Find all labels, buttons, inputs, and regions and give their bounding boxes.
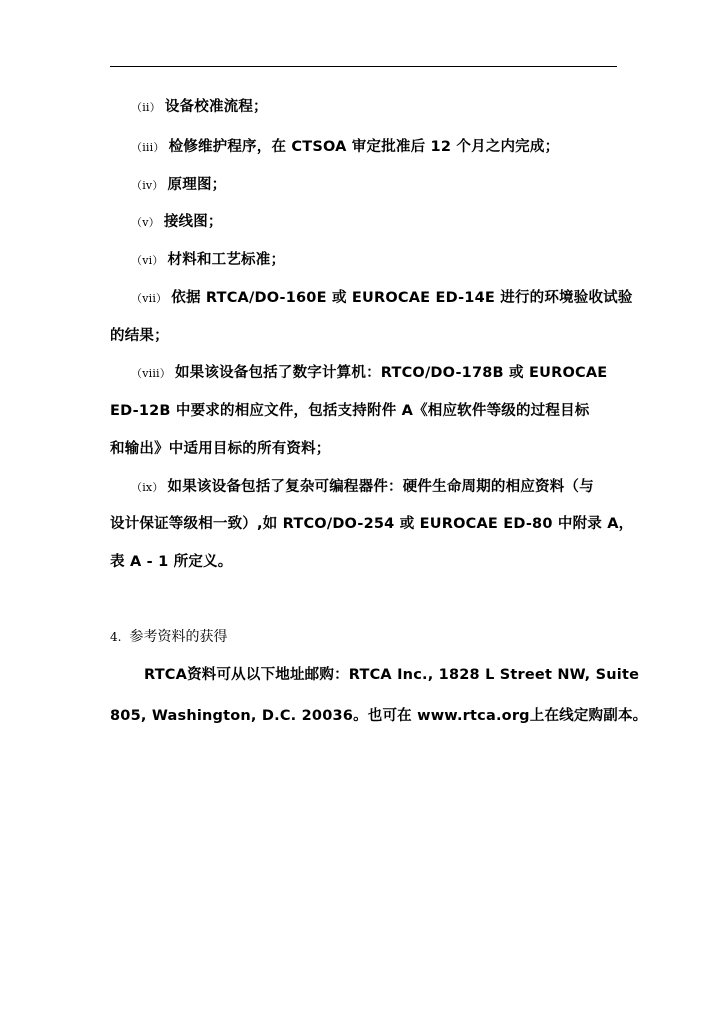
list-item xyxy=(131,477,617,498)
item-continuation: ED-12B 中要求的相应文件，包括支持附件 A《相应软件等级的过程目标 xyxy=(110,403,590,419)
list-item xyxy=(131,175,617,196)
item-text: 依据 RTCA/DO-160E 或 EUROCAE ED-14E 进行的环境验收试验 xyxy=(171,290,633,306)
paragraph-line: 805, Washington, D.C. 20036。也可在 www.rtca.org上在线定购副本。 xyxy=(110,708,648,724)
item-number: （vii） xyxy=(131,292,168,305)
list-item xyxy=(131,363,617,384)
item-continuation: 表 A - 1 所定义。 xyxy=(110,554,233,570)
item-text: 原理图； xyxy=(167,177,227,193)
item-text: 如果该设备包括了数字计算机：RTCO/DO-178B 或 EUROCAE xyxy=(174,365,608,381)
item-number: （iv） xyxy=(131,179,164,192)
list-item xyxy=(131,212,617,233)
section-number: 4. xyxy=(110,630,122,644)
list-item xyxy=(131,137,617,158)
item-text: 材料和工艺标准； xyxy=(167,252,286,268)
item-number: （vi） xyxy=(131,254,164,267)
item-number: （ii） xyxy=(131,101,161,114)
section-heading xyxy=(110,627,227,647)
list-item xyxy=(131,97,617,118)
item-text: 检修维护程序，在 CTSOA 审定批准后 12 个月之内完成； xyxy=(168,139,560,155)
item-continuation: 的结果； xyxy=(110,328,169,344)
item-continuation: 设计保证等级相一致）,如 RTCO/DO-254 或 EUROCAE ED-80 中附录 A， xyxy=(110,516,634,532)
item-text: 如果该设备包括了复杂可编程器件：硬件生命周期的相应资料（与 xyxy=(167,479,594,495)
header-rule xyxy=(110,66,617,67)
item-text: 设备校准流程； xyxy=(164,99,268,115)
item-number: （viii） xyxy=(131,367,171,380)
item-number: （v） xyxy=(131,216,160,229)
section-title: 参考资料的获得 xyxy=(129,629,228,645)
paragraph-line: RTCA资料可从以下地址邮购：RTCA Inc., 1828 L Street NW, Suite xyxy=(144,667,640,683)
item-continuation: 和输出》中适用目标的所有资料； xyxy=(110,441,331,457)
item-number: （ix） xyxy=(131,481,164,494)
list-item xyxy=(131,250,617,271)
item-text: 接线图； xyxy=(163,214,223,230)
item-number: （iii） xyxy=(131,141,165,154)
list-item xyxy=(131,288,633,309)
